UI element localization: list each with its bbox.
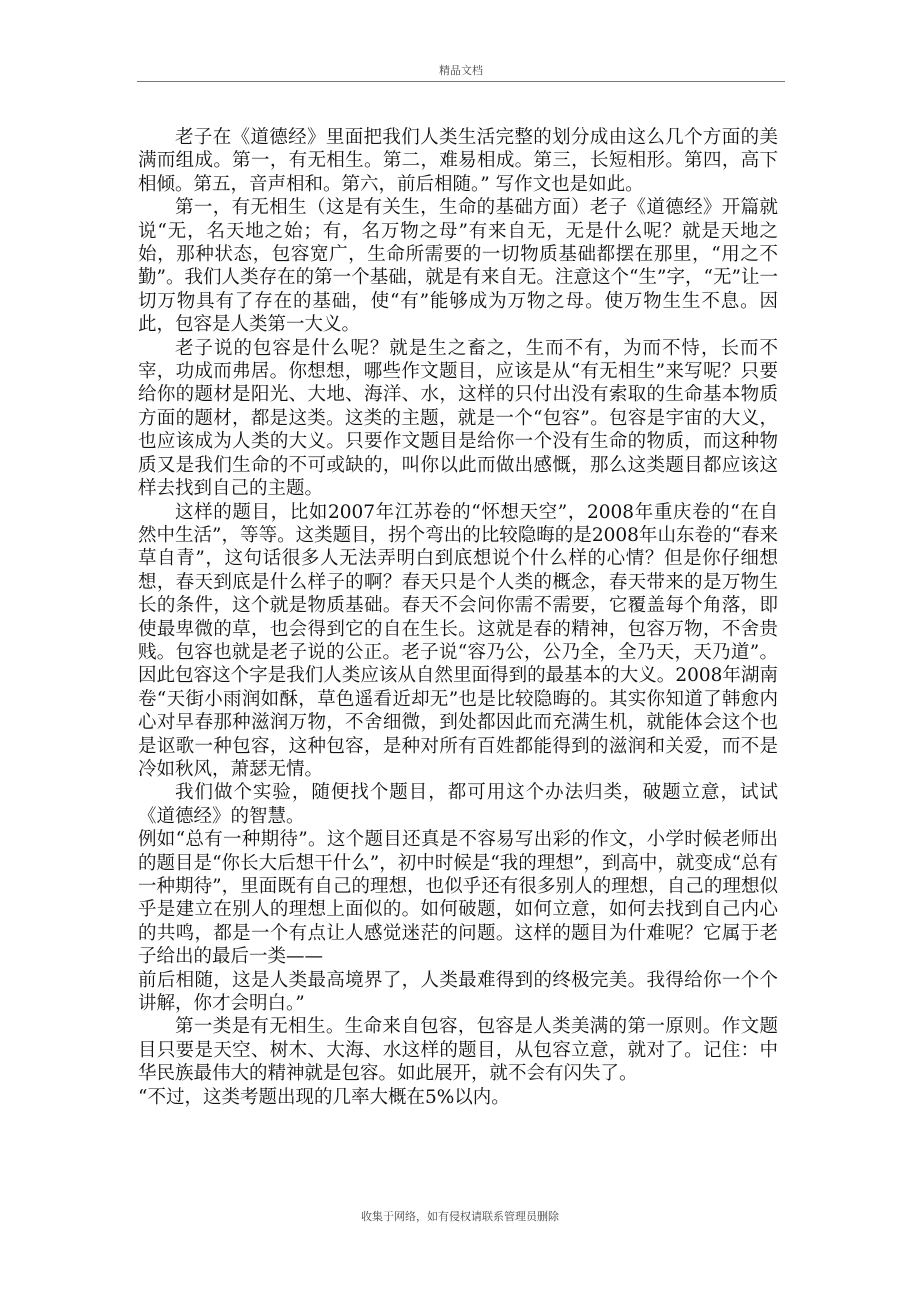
paragraph: 第一类是有无相生。生命来自包容，包容是人类美满的第一原则。作文题目只要是天空、树木、大海、水这样的题目，从包容立意，就对了。记住：中华民族最伟大的精神就是包容。如此展开，就不会有闪失了。: [138, 1016, 778, 1085]
paragraph: 例如“总有一种期待”。这个题目还真是不容易写出彩的作文，小学时候老师出的题目是“你长大后想干什么”，初中时候是“我的理想”，到高中，就变成“总有一种期待”，里面既有自己的理想，也似乎还有很多别人的理想，自己的理想似乎是建立在别人的理想上面似的。如何破题，如何立意，如何去找到自己内心的共鸣，都是一个有点让人感觉迷茫的问题。这样的题目为什难呢？它属于老子给出的最后一类——: [138, 829, 778, 968]
paragraph: 老子在《道德经》里面把我们人类生活完整的划分成由这么几个方面的美满而组成。第一，有无相生。第二，难易相成。第三，长短相形。第四，高下相倾。第五，音声相和。第六，前后相随。” 写作文也是如此。: [138, 127, 778, 195]
paragraph: 老子说的包容是什么呢？就是生之畜之，生而不有，为而不恃，长而不宰，功成而弗居。你想想，哪些作文题目，应该是从“有无相生”来写呢？只要给你的题材是阳光、大地、海洋、水，这样的只付出没有索取的生命基本物质方面的题材，都是这类。这类的主题，就是一个“包容”。包容是宇宙的大义，也应该成为人类的大义。只要作文题目是给你一个没有生命的物质，而这种物质又是我们生命的不可或缺的，叫你以此而做出感慨，那么这类题目都应该这样去找到自己的主题。: [138, 337, 778, 500]
page-footer: 收集于网络，如有侵权请联系管理员删除: [361, 1210, 559, 1223]
paragraph: 我们做个实验，随便找个题目，都可用这个办法归类，破题立意，试试《道德经》的智慧。: [138, 782, 778, 827]
header-divider: [137, 81, 785, 82]
page-header: 精品文档: [439, 64, 483, 77]
paragraph: “不过，这类考题出现的几率大概在5%以内。: [138, 1086, 510, 1108]
paragraph: 这样的题目，比如2007年江苏卷的“怀想天空”，2008年重庆卷的“在自然中生活”，等等。这类题目，拐个弯出的比较隐晦的是2008年山东卷的“春来草自青”，这句话很多人无法弄明白到底想说个什么样的心情？但是你仔细想想，春天到底是什么样子的啊？春天只是个人类的概念，春天带来的是万物生长的条件，这个就是物质基础。春天不会问你需不需要，它覆盖每个角落，即使最卑微的草，也会得到它的自在生长。这就是春的精神，包容万物，不舍贵贱。包容也就是老子说的公正。老子说“容乃公，公乃全，全乃天，天乃道”。因此包容这个字是我们人类应该从自然里面得到的最基本的大义。2008年湖南卷“天街小雨润如酥，草色遥看近却无”也是比较隐晦的。其实你知道了韩愈内心对早春那种滋润万物，不舍细微，到处都因此而充满生机，就能体会这个也是讴歌一种包容，这种包容，是种对所有百姓都能得到的滋润和关爱，而不是冷如秋风，萧瑟无情。: [138, 501, 778, 780]
paragraph: 前后相随，这是人类最高境界了，人类最难得到的终极完美。我得给你一个个讲解，你才会明白。”: [138, 969, 778, 1015]
document-body: [138, 126, 778, 1109]
paragraph: 第一，有无相生（这是有关生，生命的基础方面）老子《道德经》开篇就说“无，名天地之始；有，名万物之母”有来自无，无是什么呢？就是天地之始，那种状态，包容宽广，生命所需要的一切物质基础都摆在那里，“用之不勤”。我们人类存在的第一个基础，就是有来自无。注意这个“生”字，“无”让一切万物具有了存在的基础，使“有”能够成为万物之母。使万物生生不息。因此，包容是人类第一大义。: [138, 197, 778, 336]
